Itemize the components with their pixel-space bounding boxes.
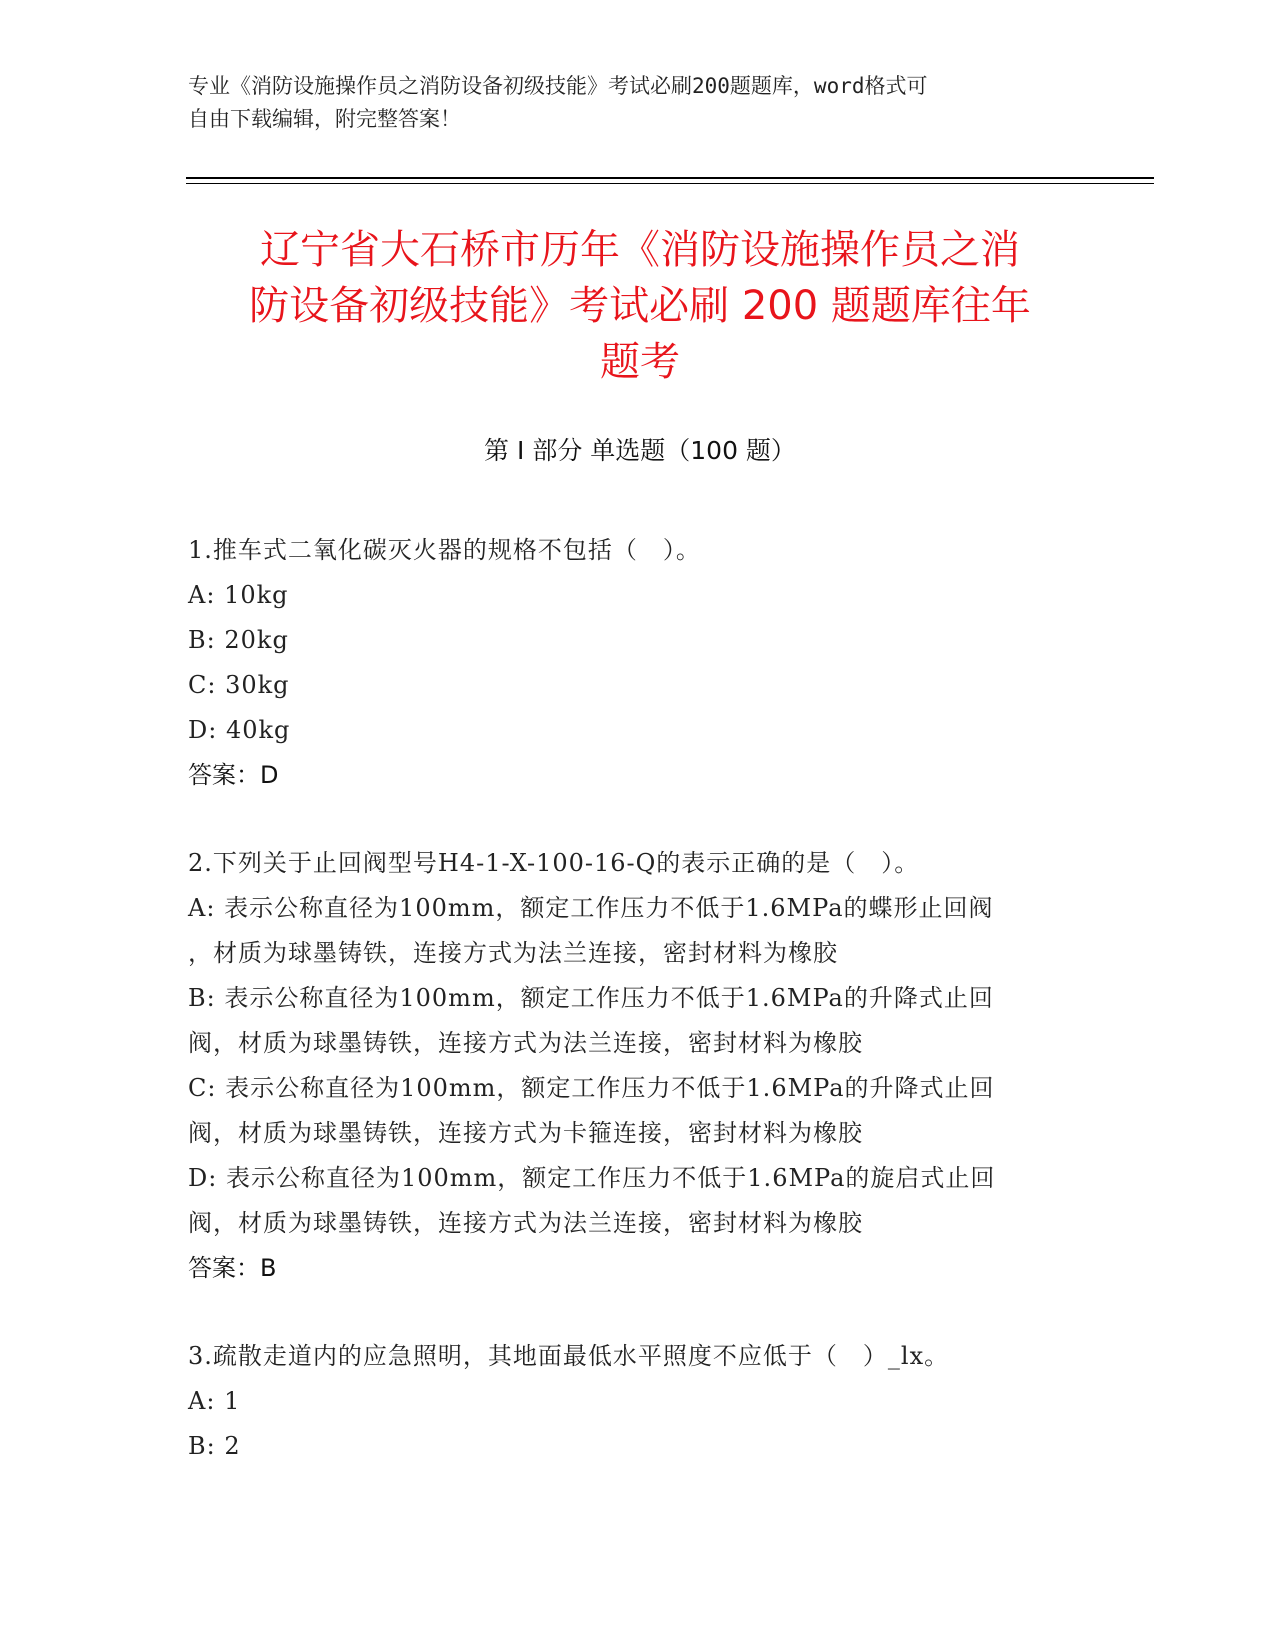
option-b	[188, 976, 1088, 1021]
option-d	[188, 1156, 1088, 1201]
section-title: 第 I 部分 单选题（100 题）	[484, 436, 796, 465]
question-3	[188, 1334, 1088, 1469]
option-text: 表示公称直径为100mm，额定工作压力不低于1.6MPa的旋启式止回	[225, 1164, 996, 1192]
header-note	[188, 70, 1068, 136]
answer-label: 答案：	[188, 761, 260, 789]
option-label: C:	[188, 1074, 217, 1102]
option-c-continued: 阀，材质为球墨铸铁，连接方式为卡箍连接，密封材料为橡胶	[188, 1119, 863, 1147]
option-label: A:	[188, 581, 216, 609]
option-text: 20kg	[224, 626, 289, 654]
answer-value: D	[260, 761, 279, 789]
option-label: A:	[188, 894, 216, 922]
header-rule-thin	[186, 183, 1154, 184]
option-d	[188, 708, 1088, 753]
option-label: B:	[188, 626, 216, 654]
option-label: B:	[188, 984, 216, 1012]
answer-label: 答案：	[188, 1254, 260, 1282]
option-text: 表示公称直径为100mm，额定工作压力不低于1.6MPa的蝶形止回阀	[224, 894, 994, 922]
question-1	[188, 528, 1088, 798]
header-note-line-2: 自由下载编辑，附完整答案！	[188, 107, 461, 131]
option-label: C:	[188, 671, 217, 699]
option-label: B:	[188, 1432, 216, 1460]
question-stem: 1.推车式二氧化碳灭火器的规格不包括（ ）。	[188, 536, 701, 564]
question-list	[188, 528, 1088, 1512]
header-note-line-1: 专业《消防设施操作员之消防设备初级技能》考试必刷200题题库，word格式可	[188, 74, 928, 98]
option-text: 表示公称直径为100mm，额定工作压力不低于1.6MPa的升降式止回	[225, 1074, 995, 1102]
option-text: 1	[224, 1387, 241, 1415]
option-label: A:	[188, 1387, 216, 1415]
header-rule-thick	[186, 177, 1154, 179]
answer-line	[188, 1246, 1088, 1291]
option-a	[188, 573, 1088, 618]
option-c	[188, 663, 1088, 708]
option-label: D:	[188, 1164, 218, 1192]
document-title-line-2: 防设备初级技能》考试必刷 200 题题库往年	[249, 283, 1031, 329]
document-title-line-1: 辽宁省大石桥市历年《消防设施操作员之消	[260, 227, 1020, 273]
option-text: 30kg	[225, 671, 290, 699]
question-stem: 2.下列关于止回阀型号H4-1-X-100-16-Q的表示正确的是（ ）。	[188, 849, 920, 877]
option-a	[188, 1379, 1088, 1424]
document-title	[180, 222, 1100, 390]
answer-line	[188, 753, 1088, 798]
option-a	[188, 886, 1088, 931]
answer-value: B	[260, 1254, 277, 1282]
document-title-line-3: 题考	[600, 339, 680, 385]
option-c	[188, 1066, 1088, 1111]
option-a-continued: ，材质为球墨铸铁，连接方式为法兰连接，密封材料为橡胶	[188, 939, 838, 967]
question-2	[188, 841, 1088, 1291]
question-stem: 3.疏散走道内的应急照明，其地面最低水平照度不应低于（ ）_lx。	[188, 1342, 950, 1370]
option-b	[188, 1424, 1088, 1469]
option-d-continued: 阀，材质为球墨铸铁，连接方式为法兰连接，密封材料为橡胶	[188, 1209, 863, 1237]
option-text: 2	[224, 1432, 241, 1460]
option-text: 表示公称直径为100mm，额定工作压力不低于1.6MPa的升降式止回	[224, 984, 994, 1012]
option-b	[188, 618, 1088, 663]
option-text: 10kg	[224, 581, 289, 609]
option-text: 40kg	[225, 716, 291, 744]
option-b-continued: 阀，材质为球墨铸铁，连接方式为法兰连接，密封材料为橡胶	[188, 1029, 863, 1057]
option-label: D:	[188, 716, 218, 744]
